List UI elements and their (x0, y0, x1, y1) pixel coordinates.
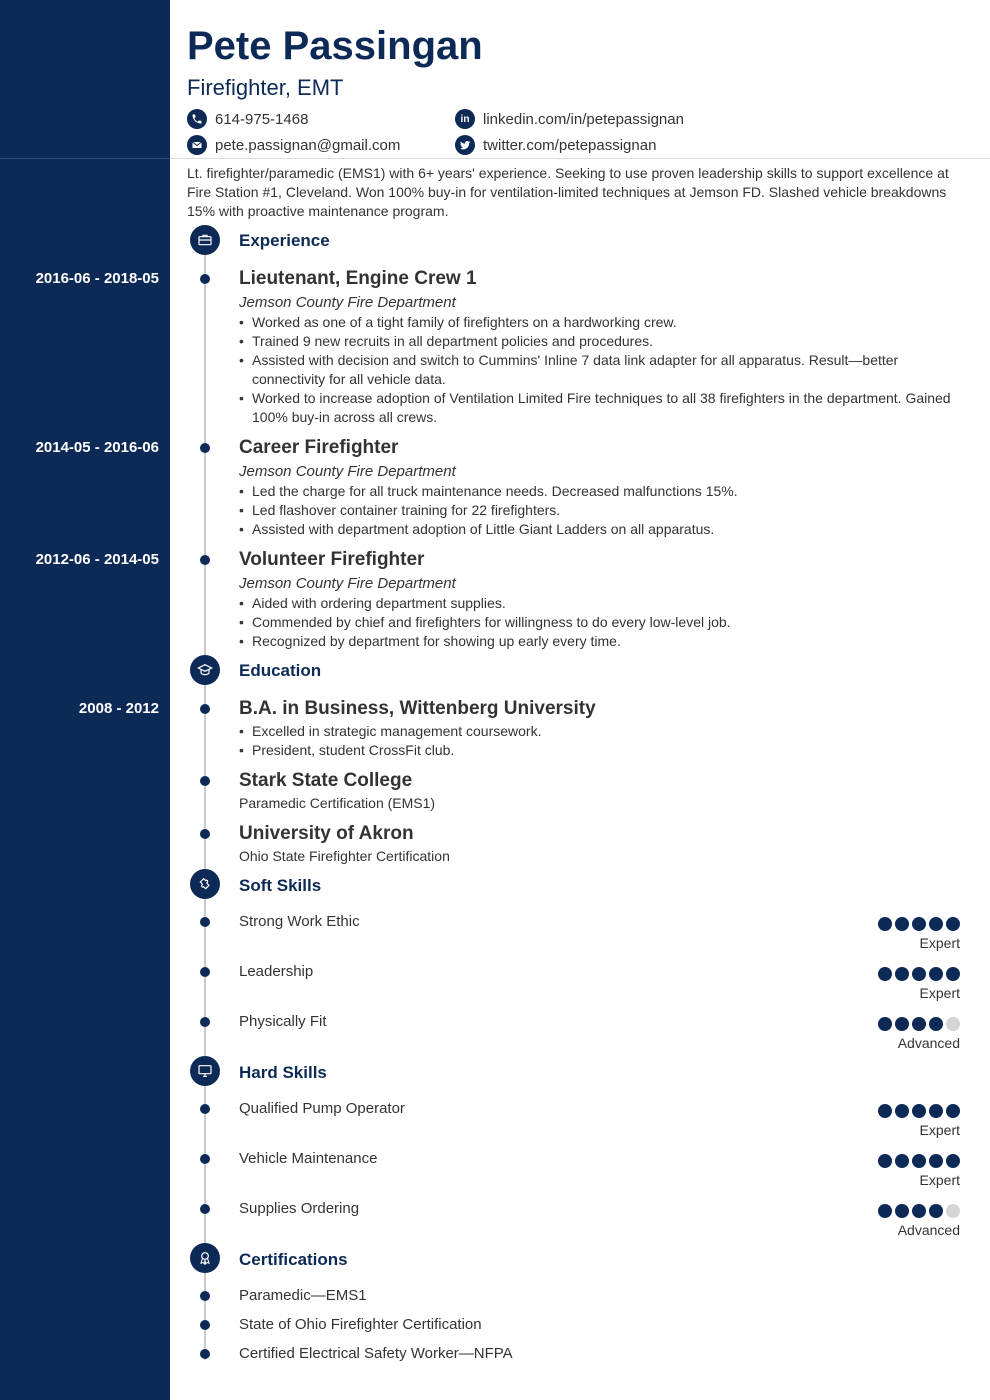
timeline-dot (200, 917, 210, 927)
list-item: • Commended by chief and firefighters for willingness to do every low-level job. (239, 613, 959, 632)
school-title: University of Akron (239, 823, 414, 844)
summary: Lt. firefighter/paramedic (EMS1) with 6+ years' experience. Seeking to use proven leadership skills to support excellence at Fire Station #1, Cleveland. Won 100% buy-in for ventilation-limited techniques at Jemson FD. Slashed vehicle breakdowns 15% with proactive maintenance program. (187, 165, 949, 219)
timeline-dot (200, 1104, 210, 1114)
employer: Jemson County Fire Department (239, 294, 456, 311)
rating-dot-filled (895, 1104, 909, 1118)
rating-dot-filled (929, 1154, 943, 1168)
rating-dot-filled (878, 917, 892, 931)
skill-name: Vehicle Maintenance (239, 1150, 378, 1167)
rating-dot-filled (895, 1154, 909, 1168)
timeline-dot (200, 443, 210, 453)
skill-rating (878, 967, 960, 981)
rating-dot-filled (912, 917, 926, 931)
certification-item: Certified Electrical Safety Worker—NFPA (239, 1345, 513, 1362)
list-item: • Aided with ordering department supplies. (239, 594, 959, 613)
timeline-line (204, 250, 206, 1360)
skill-rating (878, 1017, 960, 1031)
candidate-name: Pete Passingan (187, 24, 483, 68)
timeline-dot (200, 1154, 210, 1164)
list-item: • Trained 9 new recruits in all department policies and procedures. (239, 332, 959, 351)
award-icon (190, 1243, 220, 1273)
rating-dot-empty (946, 1017, 960, 1031)
rating-dot-filled (929, 1204, 943, 1218)
rating-dot-filled (895, 1017, 909, 1031)
rating-dot-filled (895, 917, 909, 931)
list-item: • President, student CrossFit club. (239, 741, 959, 760)
skill-level: Expert (919, 985, 960, 1001)
job-title: Career Firefighter (239, 437, 399, 458)
job-bullets (239, 313, 959, 427)
phone-text: 614-975-1468 (215, 110, 309, 128)
rating-dot-filled (878, 967, 892, 981)
job-title: Lieutenant, Engine Crew 1 (239, 268, 477, 289)
twitter-icon (455, 135, 475, 155)
timeline-dot (200, 274, 210, 284)
list-item: • Led flashover container training for 22 firefighters. (239, 501, 959, 520)
rating-dot-filled (929, 917, 943, 931)
rating-dot-filled (912, 1017, 926, 1031)
rating-dot-filled (912, 1154, 926, 1168)
rating-dot-filled (929, 1017, 943, 1031)
job-bullets (239, 594, 959, 651)
header-divider (170, 158, 990, 159)
skill-rating (878, 1104, 960, 1118)
timeline-dot (200, 1204, 210, 1214)
timeline-dot (200, 555, 210, 565)
date-job-1: 2016-06 - 2018-05 (35, 270, 159, 287)
list-item: • Recognized by department for showing up early every time. (239, 632, 959, 651)
certification-item: Paramedic—EMS1 (239, 1287, 367, 1304)
rating-dot-filled (878, 1104, 892, 1118)
rating-dot-filled (895, 967, 909, 981)
timeline-dot (200, 1291, 210, 1301)
puzzle-icon (190, 869, 220, 899)
job-bullets (239, 482, 959, 539)
rating-dot-filled (878, 1204, 892, 1218)
skill-rating (878, 917, 960, 931)
rating-dot-filled (946, 1154, 960, 1168)
skill-name: Strong Work Ethic (239, 913, 360, 930)
job-title: Volunteer Firefighter (239, 549, 425, 570)
section-title-certifications: Certifications (239, 1250, 348, 1269)
skill-level: Advanced (897, 1222, 960, 1238)
skill-level: Expert (919, 935, 960, 951)
contact-email (187, 135, 400, 155)
linkedin-icon: in (455, 109, 475, 129)
rating-dot-filled (878, 1017, 892, 1031)
rating-dot-filled (895, 1204, 909, 1218)
employer: Jemson County Fire Department (239, 463, 456, 480)
skill-name: Leadership (239, 963, 314, 980)
section-title-soft-skills: Soft Skills (239, 876, 322, 895)
rating-dot-filled (946, 1104, 960, 1118)
timeline-dot (200, 1349, 210, 1359)
certification-item: State of Ohio Firefighter Certification (239, 1316, 482, 1333)
list-item: • Worked as one of a tight family of firefighters on a hardworking crew. (239, 313, 959, 332)
employer: Jemson County Fire Department (239, 575, 456, 592)
skill-name: Qualified Pump Operator (239, 1100, 405, 1117)
skill-rating (878, 1154, 960, 1168)
twitter-text[interactable]: twitter.com/petepassignan (483, 136, 657, 154)
rating-dot-filled (929, 1104, 943, 1118)
list-item: • Led the charge for all truck maintenance needs. Decreased malfunctions 15%. (239, 482, 959, 501)
list-item: • Assisted with decision and switch to Cummins' Inline 7 data link adapter for all apparatus. Result—better connectivity for all vehicle data. (239, 351, 959, 389)
contact-twitter (455, 135, 656, 155)
date-education-1: 2008 - 2012 (78, 700, 159, 717)
section-title-hard-skills: Hard Skills (239, 1063, 327, 1082)
contact-linkedin (455, 109, 684, 129)
list-item: • Excelled in strategic management coursework. (239, 722, 959, 741)
degree-title: B.A. in Business, Wittenberg University (239, 698, 596, 719)
skill-rating (878, 1204, 960, 1218)
candidate-title: Firefighter, EMT (187, 75, 344, 100)
linkedin-text[interactable]: linkedin.com/in/petepassignan (483, 110, 684, 128)
skill-level: Expert (919, 1122, 960, 1138)
skill-level: Advanced (897, 1035, 960, 1051)
skill-level: Expert (919, 1172, 960, 1188)
email-icon (187, 135, 207, 155)
section-title-education: Education (239, 661, 322, 680)
list-item: • Assisted with department adoption of Little Giant Ladders on all apparatus. (239, 520, 959, 539)
timeline-dot (200, 1320, 210, 1330)
rating-dot-empty (946, 1204, 960, 1218)
rating-dot-filled (912, 1204, 926, 1218)
timeline-dot (200, 829, 210, 839)
email-text[interactable]: pete.passignan@gmail.com (215, 136, 401, 154)
school-detail: Paramedic Certification (EMS1) (239, 795, 436, 811)
date-job-2: 2014-05 - 2016-06 (35, 439, 159, 456)
section-title-experience: Experience (239, 231, 330, 250)
briefcase-icon (190, 225, 220, 255)
sidebar-divider (0, 158, 170, 159)
rating-dot-filled (946, 967, 960, 981)
school-detail: Ohio State Firefighter Certification (239, 848, 450, 864)
timeline-dot (200, 776, 210, 786)
timeline-dot (200, 704, 210, 714)
phone-icon (187, 109, 207, 129)
rating-dot-filled (912, 967, 926, 981)
timeline-dot (200, 967, 210, 977)
school-title: Stark State College (239, 770, 413, 791)
rating-dot-filled (946, 917, 960, 931)
rating-dot-filled (878, 1154, 892, 1168)
contact-phone (187, 109, 308, 129)
graduation-cap-icon (190, 655, 220, 685)
skill-name: Supplies Ordering (239, 1200, 360, 1217)
date-job-3: 2012-06 - 2014-05 (35, 551, 159, 568)
monitor-icon (190, 1056, 220, 1086)
education-bullets (239, 722, 959, 760)
skill-name: Physically Fit (239, 1013, 327, 1030)
list-item: • Worked to increase adoption of Ventilation Limited Fire techniques to all 38 firefighters in the department. Gained 100% buy-in across all crews. (239, 389, 959, 427)
rating-dot-filled (929, 967, 943, 981)
timeline-dot (200, 1017, 210, 1027)
rating-dot-filled (912, 1104, 926, 1118)
